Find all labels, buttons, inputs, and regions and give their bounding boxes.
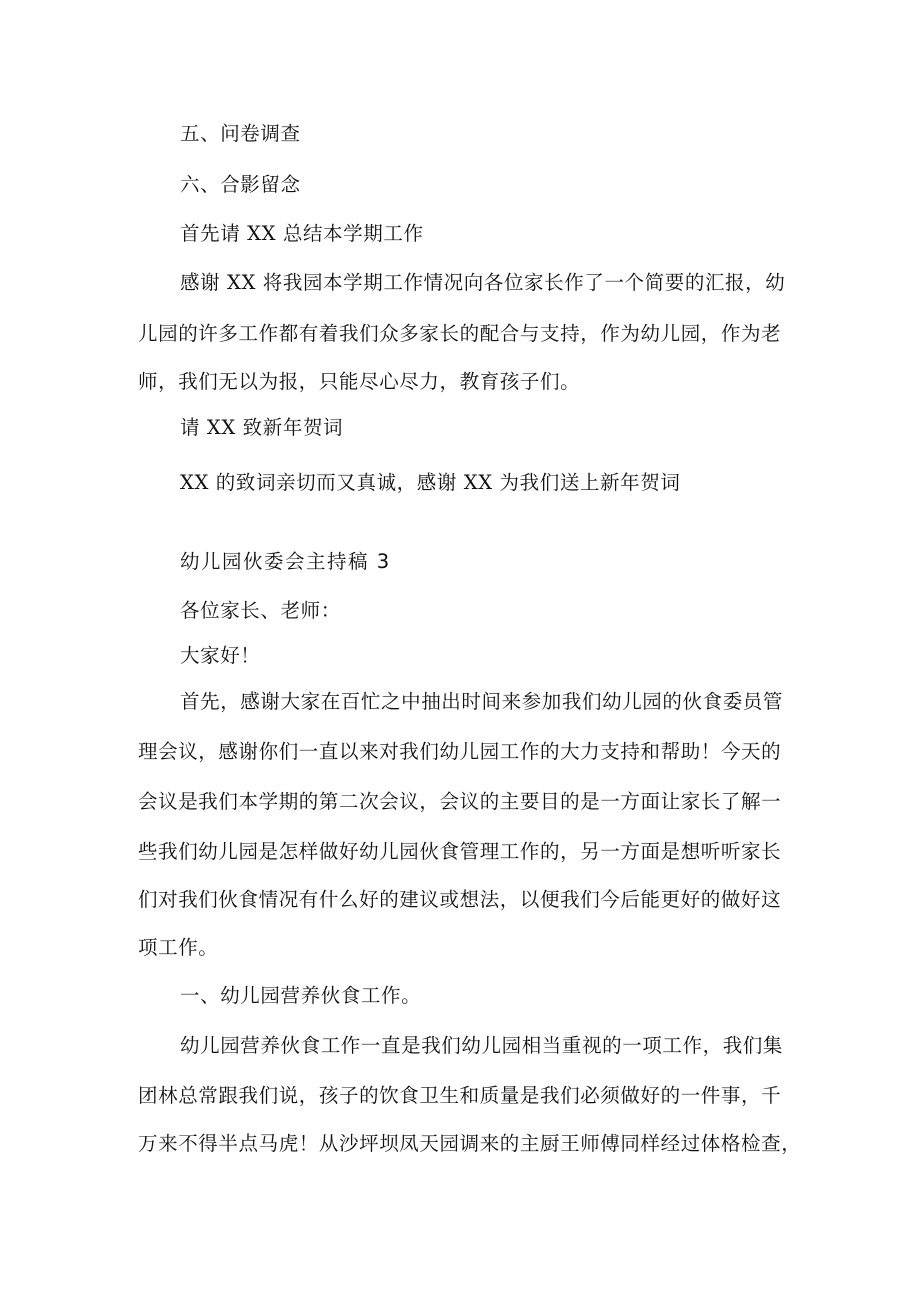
paragraph-line: 会议是我们本学期的第二次会议，会议的主要目的是一方面让家长了解一 xyxy=(138,790,782,813)
subsection-heading: 一、幼儿园营养伙食工作。 xyxy=(180,984,422,1007)
paragraph-line: 团林总常跟我们说，孩子的饮食卫生和质量是我们必须做好的一件事，千 xyxy=(138,1084,782,1107)
paragraph-line: 首先请 XX 总结本学期工作 xyxy=(180,222,424,245)
paragraph-line: 儿园的许多工作都有着我们众多家长的配合与支持，作为幼儿园，作为老 xyxy=(138,322,782,345)
paragraph-line: 首先，感谢大家在百忙之中抽出时间来参加我们幼儿园的伙食委员管 xyxy=(180,690,784,713)
salutation: 各位家长、老师： xyxy=(180,599,341,622)
paragraph-line: 感谢 XX 将我园本学期工作情况向各位家长作了一个简要的汇报，幼 xyxy=(180,271,786,294)
paragraph-line: XX 的致词亲切而又真诚，感谢 XX 为我们送上新年贺词 xyxy=(180,471,681,494)
paragraph-line: 幼儿园营养伙食工作一直是我们幼儿园相当重视的一项工作，我们集 xyxy=(180,1034,784,1057)
paragraph-line: 师，我们无以为报，只能尽心尽力，教育孩子们。 xyxy=(138,370,581,393)
paragraph-line: 些我们幼儿园是怎样做好幼儿园伙食管理工作的，另一方面是想听听家长 xyxy=(138,840,782,863)
paragraph-line: 请 XX 致新年贺词 xyxy=(180,416,344,439)
paragraph-line: 项工作。 xyxy=(138,936,219,959)
item-questionnaire: 五、问卷调查 xyxy=(180,122,301,145)
paragraph-line: 们对我们伙食情况有什么好的建议或想法，以便我们今后能更好的做好这 xyxy=(138,888,782,911)
section-title: 幼儿园伙委会主持稿 3 xyxy=(180,550,391,573)
greeting: 大家好！ xyxy=(180,644,261,667)
paragraph-line: 理会议，感谢你们一直以来对我们幼儿园工作的大力支持和帮助！今天的 xyxy=(138,740,782,763)
item-group-photo: 六、合影留念 xyxy=(180,173,301,196)
paragraph-line: 万来不得半点马虎！从沙坪坝凤天园调来的主厨王师傅同样经过体格检查， xyxy=(138,1132,802,1155)
